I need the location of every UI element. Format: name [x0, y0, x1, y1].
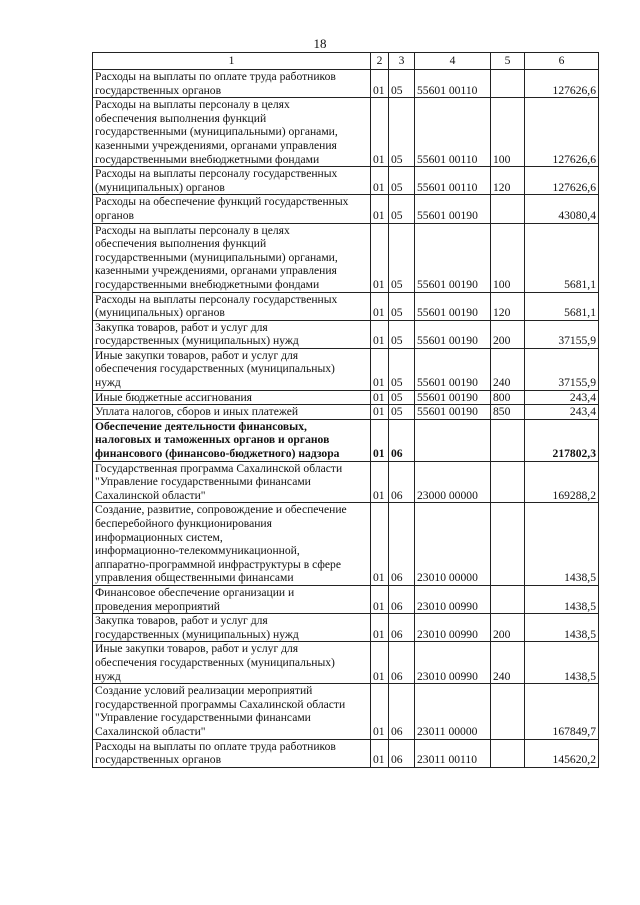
row-target-article: 55601 00190	[415, 320, 491, 348]
table-header-row	[93, 53, 599, 70]
row-subsection-code: 06	[389, 642, 415, 684]
row-section-code: 01	[371, 390, 389, 405]
table-row	[93, 642, 599, 684]
row-sum: 217802,3	[525, 419, 599, 461]
row-expense-type	[491, 419, 525, 461]
page-number: 18	[313, 36, 327, 51]
row-expense-type: 120	[491, 167, 525, 195]
row-name: Иные закупки товаров, работ и услуг для обеспечения государственных (муниципальных) нужд	[93, 348, 371, 390]
table-row	[93, 684, 599, 739]
row-sum: 167849,7	[525, 684, 599, 739]
row-expense-type	[491, 684, 525, 739]
row-section-code: 01	[371, 503, 389, 586]
table-row	[93, 320, 599, 348]
row-target-article: 55601 00190	[415, 348, 491, 390]
table-row	[93, 461, 599, 503]
row-sum: 1438,5	[525, 642, 599, 684]
row-subsection-code: 05	[389, 70, 415, 98]
row-sum: 5681,1	[525, 292, 599, 320]
table-row	[93, 223, 599, 292]
row-sum: 5681,1	[525, 223, 599, 292]
row-name: Обеспечение деятельности финансовых, налоговых и таможенных органов и органов финансового (финансово-бюджетного) надзора	[93, 419, 371, 461]
row-sum: 37155,9	[525, 320, 599, 348]
row-subsection-code: 05	[389, 390, 415, 405]
row-name: Уплата налогов, сборов и иных платежей	[93, 405, 371, 420]
row-sum: 1438,5	[525, 614, 599, 642]
row-target-article: 55601 00190	[415, 292, 491, 320]
row-name: Создание условий реализации мероприятий государственной программы Сахалинской области "Управление государственными финансами Сахалинской области"	[93, 684, 371, 739]
row-section-code: 01	[371, 405, 389, 420]
row-section-code: 01	[371, 642, 389, 684]
row-expense-type: 200	[491, 614, 525, 642]
row-target-article: 55601 00110	[415, 167, 491, 195]
row-target-article: 55601 00110	[415, 98, 491, 167]
header-sum: 6	[525, 53, 599, 70]
row-section-code: 01	[371, 98, 389, 167]
table-row	[93, 390, 599, 405]
row-sum: 145620,2	[525, 739, 599, 767]
row-subsection-code: 05	[389, 98, 415, 167]
row-section-code: 01	[371, 461, 389, 503]
table-row	[93, 348, 599, 390]
row-sum: 1438,5	[525, 585, 599, 613]
row-sum: 37155,9	[525, 348, 599, 390]
row-expense-type	[491, 739, 525, 767]
row-expense-type: 100	[491, 98, 525, 167]
row-section-code: 01	[371, 739, 389, 767]
row-target-article: 23010 00000	[415, 503, 491, 586]
table-row	[93, 419, 599, 461]
table-row	[93, 739, 599, 767]
row-target-article: 55601 00190	[415, 405, 491, 420]
table-row	[93, 98, 599, 167]
row-name: Расходы на выплаты персоналу в целях обеспечения выполнения функций государственными (муниципальными) органами, казенными учреждениями, органами управления государственными внебюджетными фондами	[93, 223, 371, 292]
row-sum: 169288,2	[525, 461, 599, 503]
row-section-code: 01	[371, 167, 389, 195]
table-row	[93, 195, 599, 223]
row-sum: 1438,5	[525, 503, 599, 586]
row-section-code: 01	[371, 585, 389, 613]
row-subsection-code: 05	[389, 223, 415, 292]
row-subsection-code: 06	[389, 461, 415, 503]
row-subsection-code: 06	[389, 614, 415, 642]
row-name: Расходы на выплаты персоналу государственных (муниципальных) органов	[93, 167, 371, 195]
row-target-article: 55601 00190	[415, 390, 491, 405]
row-expense-type: 100	[491, 223, 525, 292]
row-name: Расходы на выплаты по оплате труда работников государственных органов	[93, 739, 371, 767]
row-subsection-code: 05	[389, 320, 415, 348]
row-subsection-code: 05	[389, 292, 415, 320]
row-expense-type: 850	[491, 405, 525, 420]
table-row	[93, 405, 599, 420]
row-target-article: 23010 00990	[415, 642, 491, 684]
row-target-article: 23011 00000	[415, 684, 491, 739]
row-sum: 127626,6	[525, 70, 599, 98]
header-section: 2	[371, 53, 389, 70]
row-section-code: 01	[371, 614, 389, 642]
row-target-article: 55601 00190	[415, 195, 491, 223]
table-row	[93, 585, 599, 613]
row-name: Государственная программа Сахалинской области "Управление государственными финансами Сахалинской области"	[93, 461, 371, 503]
row-section-code: 01	[371, 684, 389, 739]
table-row	[93, 503, 599, 586]
row-expense-type	[491, 503, 525, 586]
row-name: Иные закупки товаров, работ и услуг для обеспечения государственных (муниципальных) нужд	[93, 642, 371, 684]
row-subsection-code: 05	[389, 167, 415, 195]
row-section-code: 01	[371, 419, 389, 461]
row-expense-type: 800	[491, 390, 525, 405]
row-name: Расходы на выплаты персоналу в целях обеспечения выполнения функций государственными (муниципальными) органами, казенными учреждениями, органами управления государственными внебюджетными фондами	[93, 98, 371, 167]
row-sum: 43080,4	[525, 195, 599, 223]
budget-table	[92, 52, 599, 768]
row-name: Финансовое обеспечение организации и проведения мероприятий	[93, 585, 371, 613]
table-row	[93, 167, 599, 195]
row-section-code: 01	[371, 223, 389, 292]
row-section-code: 01	[371, 292, 389, 320]
row-subsection-code: 06	[389, 684, 415, 739]
row-sum: 127626,6	[525, 167, 599, 195]
row-subsection-code: 06	[389, 503, 415, 586]
row-target-article: 23010 00990	[415, 585, 491, 613]
row-expense-type	[491, 461, 525, 503]
row-expense-type	[491, 195, 525, 223]
header-subsection: 3	[389, 53, 415, 70]
row-section-code: 01	[371, 320, 389, 348]
row-sum: 243,4	[525, 405, 599, 420]
row-name: Расходы на выплаты персоналу государственных (муниципальных) органов	[93, 292, 371, 320]
header-expense-type: 5	[491, 53, 525, 70]
header-name: 1	[93, 53, 371, 70]
row-section-code: 01	[371, 348, 389, 390]
table-row	[93, 70, 599, 98]
row-target-article: 23011 00110	[415, 739, 491, 767]
row-name: Создание, развитие, сопровождение и обеспечение бесперебойного функционирования информационных систем, информационно-телекоммуникационной, аппаратно-программной инфраструктуры в сфере управления общественными финансами	[93, 503, 371, 586]
row-section-code: 01	[371, 195, 389, 223]
row-expense-type: 200	[491, 320, 525, 348]
row-subsection-code: 06	[389, 739, 415, 767]
row-name: Закупка товаров, работ и услуг для государственных (муниципальных) нужд	[93, 320, 371, 348]
row-expense-type: 240	[491, 642, 525, 684]
row-name: Расходы на выплаты по оплате труда работников государственных органов	[93, 70, 371, 98]
row-expense-type: 120	[491, 292, 525, 320]
row-subsection-code: 05	[389, 405, 415, 420]
row-sum: 243,4	[525, 390, 599, 405]
row-expense-type	[491, 585, 525, 613]
row-subsection-code: 05	[389, 195, 415, 223]
row-subsection-code: 06	[389, 585, 415, 613]
row-target-article	[415, 419, 491, 461]
row-name: Закупка товаров, работ и услуг для государственных (муниципальных) нужд	[93, 614, 371, 642]
row-target-article: 23010 00990	[415, 614, 491, 642]
table-row	[93, 614, 599, 642]
header-target-article: 4	[415, 53, 491, 70]
row-target-article: 23000 00000	[415, 461, 491, 503]
row-subsection-code: 05	[389, 348, 415, 390]
row-subsection-code: 06	[389, 419, 415, 461]
row-expense-type: 240	[491, 348, 525, 390]
row-expense-type	[491, 70, 525, 98]
row-section-code: 01	[371, 70, 389, 98]
row-target-article: 55601 00190	[415, 223, 491, 292]
row-name: Расходы на обеспечение функций государственных органов	[93, 195, 371, 223]
row-target-article: 55601 00110	[415, 70, 491, 98]
table-body	[93, 70, 599, 768]
row-sum: 127626,6	[525, 98, 599, 167]
table-row	[93, 292, 599, 320]
row-name: Иные бюджетные ассигнования	[93, 390, 371, 405]
